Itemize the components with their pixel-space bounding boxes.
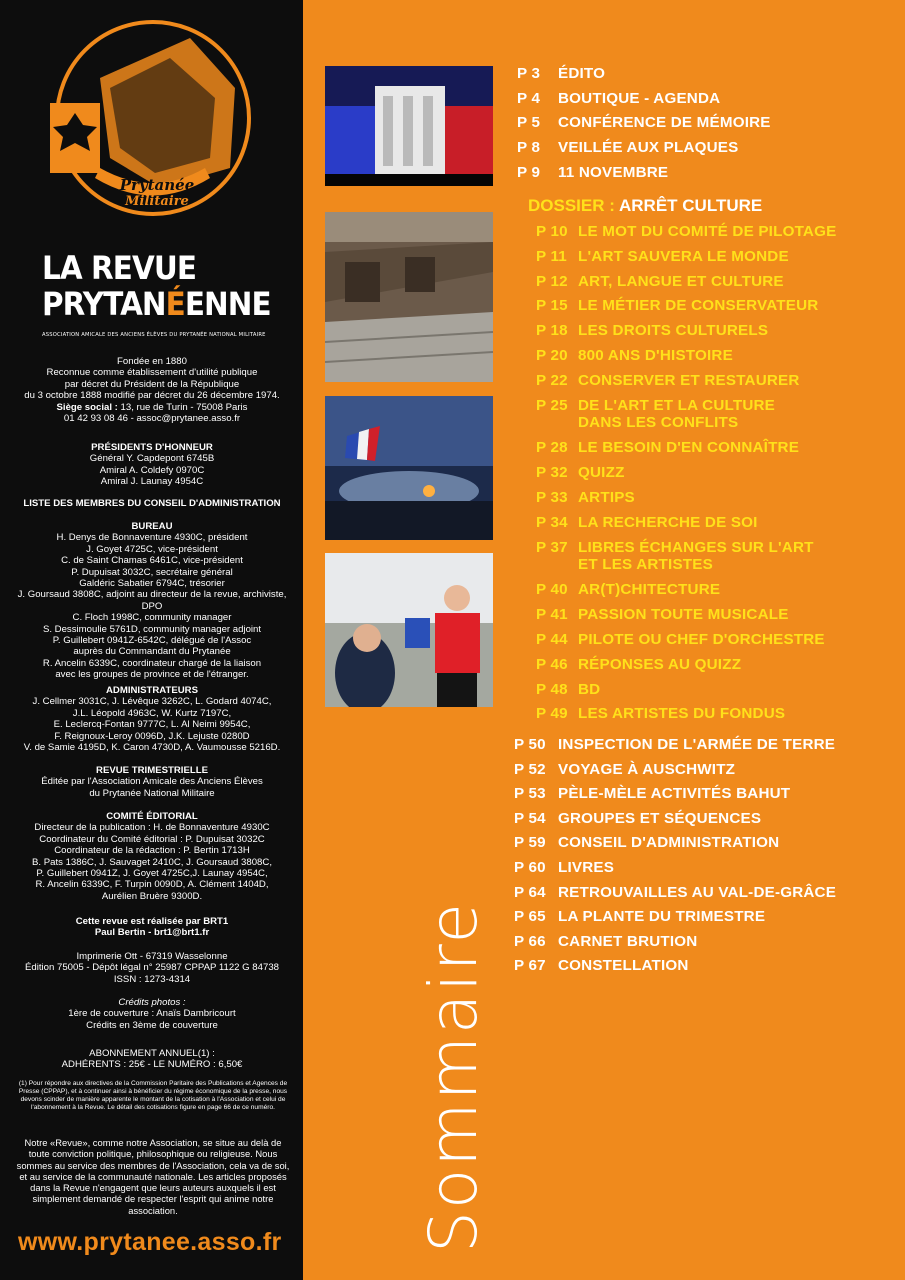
toc-entry[interactable] (514, 760, 736, 778)
toc-page-number: P 46 (536, 655, 568, 673)
toc-entry[interactable] (536, 297, 819, 315)
abonnement-section: ABONNEMENT ANNUEL(1) : ADHÉRENTS : 25€ - LE NUMÉRO : 6,50€ (61, 1048, 243, 1071)
toc-page-number: P 18 (536, 322, 568, 340)
toc-entry-title: LES DROITS CULTURELS (578, 322, 769, 340)
toc-entry[interactable] (514, 932, 698, 950)
toc-entry-title: BOUTIQUE - AGENDA (558, 89, 721, 107)
toc-entry-title: LES ARTISTES DU FONDUS (578, 705, 786, 723)
toc-entry[interactable] (536, 538, 814, 573)
toc-page-number: P 9 (517, 163, 541, 181)
toc-entry-title-line2: DANS LES CONFLITS (578, 413, 739, 431)
toc-page-number: P 60 (514, 859, 546, 876)
toc-entry-title: 800 ANS D'HISTOIRE (578, 347, 733, 364)
bureau-section: BUREAU H. Denys de Bonnaventure 4930C, président J. Goyet 4725C, vice-président C. de Saint Chamas 6461C, vice-président P. Dupuisat 3032C, secrétaire général Galdéric Sabatier 6794C, trésorier J. Goursaud 3808C, adjoint au directeur de la revue, archiviste, DPO C. Floch 1998C, community manager S. Dessimoulie 5761D, community manager adjoint P. Guillebert 0941Z-6542C, délégué de l'Assoc auprès du Commandant du Prytanée R. Ancelin 6339C, coordinateur chargé de la liaison avec les groupes de province et de l'étranger. (17, 521, 287, 681)
toc-page-number: P 50 (514, 736, 546, 753)
toc-entry-title: LIBRES ÉCHANGES SUR L'ART (578, 538, 814, 556)
toc-entry-title: CONFÉRENCE DE MÉMOIRE (558, 114, 771, 132)
toc-page-number: P 32 (536, 464, 568, 482)
toc-entry[interactable] (536, 581, 721, 599)
svg-text:Prytanée: Prytanée (119, 176, 195, 194)
toc-entry-title: VEILLÉE AUX PLAQUES (558, 139, 739, 157)
photo-handshake-event (325, 553, 493, 707)
toc-entry[interactable] (517, 114, 771, 132)
toc-entry[interactable] (536, 247, 789, 265)
toc-entry-title: LE MOT DU COMITÉ DE PILOTAGE (578, 223, 837, 240)
toc-entry[interactable] (514, 809, 762, 827)
presidents-section: PRÉSIDENTS D'HONNEUR Général Y. Capdepont 6745B Amiral A. Coldefy 0970C Amiral J. Launay 4954C (89, 442, 215, 488)
prytanee-militaire-logo (40, 18, 265, 223)
toc-page-number: P 49 (536, 705, 568, 723)
association-notice: Notre «Revue», comme notre Association, se situe au delà de toute conviction politique, philosophique ou religieuse. Nous sommes au service des membres de l'Association, cela va de soi, et au service de la communauté nationale. Les articles proposés dans la Revue n'engagent que leurs auteurs auxquels il est simplement demandé de respecter l'esprit qui anime notre association. (16, 1137, 290, 1216)
svg-text:Militaire: Militaire (125, 194, 189, 209)
toc-page-number: P 22 (536, 371, 568, 389)
left-column (0, 0, 303, 1280)
toc-page-number: P 41 (536, 606, 568, 624)
toc-page-number: P 11 (536, 247, 567, 265)
toc-entry-title: ART, LANGUE ET CULTURE (578, 272, 784, 290)
toc-page-number: P 8 (517, 139, 541, 157)
toc-entry[interactable] (517, 139, 739, 157)
toc-entry-title: LA RECHERCHE DE SOI (578, 513, 758, 531)
toc-page-number: P 37 (536, 538, 568, 556)
toc-page-number: P 34 (536, 513, 568, 531)
toc-entry[interactable] (536, 223, 837, 240)
toc-page-number: P 33 (536, 489, 568, 506)
toc-entry-title: VOYAGE À AUSCHWITZ (558, 760, 736, 778)
toc-entry-title: PASSION TOUTE MUSICALE (578, 606, 789, 624)
toc-entry-title: LE MÉTIER DE CONSERVATEUR (578, 297, 819, 315)
toc-entry-title: BD (578, 680, 601, 698)
toc-entry[interactable] (514, 883, 837, 901)
founding-info: Fondée en 1880 Reconnue comme établissement d'utilité publique par décret du Président de la République du 3 octobre 1888 modifié par décret du 26 décembre 1974. Siège social : 13, rue de Turin - 75008 Paris 01 42 93 08 46 - assoc@prytanee.asso.fr (24, 356, 280, 425)
toc-entry[interactable] (536, 655, 742, 673)
toc-entry[interactable] (536, 680, 601, 698)
toc-page-number: P 67 (514, 957, 546, 975)
toc-entry[interactable] (536, 347, 733, 364)
comite-section: COMITÉ ÉDITORIAL Directeur de la publication : H. de Bonnaventure 4930C Coordinateur du Comité éditorial : P. Dupuisat 3032C Coordinateur de la rédaction : P. Bertin 1713H B. Pats 1386C, J. Sauvaget 2410C, J. Goursaud 3808C, P. Guillebert 0941Z, J. Goyet 4725C,J. Launay 4954C, R. Ancelin 6339C, F. Turpin 0090D, A. Clément 1404D, Aurélien Bruère 9300D. (32, 811, 272, 902)
toc-entry[interactable] (536, 322, 769, 340)
toc-entry-title: GROUPES ET SÉQUENCES (558, 809, 762, 827)
toc-entry-title: CONSEIL D'ADMINISTRATION (558, 834, 780, 852)
toc-entry[interactable] (536, 464, 625, 482)
realisation-section: Cette revue est réalisée par BRT1 Paul Bertin - brt1@brt1.fr (75, 916, 229, 939)
toc-entry-title: CONSTELLATION (558, 957, 689, 975)
toc-entry[interactable] (536, 439, 800, 457)
toc-page-number: P 3 (517, 65, 541, 82)
toc-page-number: P 15 (536, 297, 568, 315)
toc-entry-title: DE L'ART ET LA CULTURE (578, 396, 775, 414)
toc-page-number: P 44 (536, 631, 568, 648)
toc-entry-title: LA PLANTE DU TRIMESTRE (558, 908, 766, 926)
toc-entry-title-line2: ET LES ARTISTES (578, 555, 713, 573)
toc-entry-title: L'ART SAUVERA LE MONDE (578, 247, 789, 265)
toc-entry-title: 11 NOVEMBRE (558, 163, 669, 181)
toc-entry-title: ÉDITO (558, 65, 606, 82)
toc-entry[interactable] (514, 785, 791, 803)
toc-entry[interactable] (514, 736, 836, 753)
brt1-logo: BRT1 (203, 916, 229, 927)
toc-page-number: P 28 (536, 439, 568, 457)
toc-entry[interactable] (536, 272, 784, 290)
admins-section: ADMINISTRATEURS J. Cellmer 3031C, J. Lévêque 3262C, L. Godard 4074C, J.L. Léopold 4963C, W. Kurtz 7197C, E. Leclercq-Fontan 9777C, L. Al Neimi 9954C, F. Reignoux-Leroy 0096D, J.K. Lejuste 0280D V. de Samie 4195D, K. Caron 4730D, A. Vaumousse 5216D. (23, 685, 281, 754)
toc-entry[interactable] (514, 834, 780, 852)
toc-page-number: P 64 (514, 883, 546, 901)
sommaire-heading: Sommaire (415, 901, 492, 1253)
toc-entry-title: CARNET BRUTION (558, 932, 698, 950)
toc-entry[interactable] (517, 89, 721, 107)
toc-page-number: P 59 (514, 834, 546, 852)
toc-entry-title: PÈLE-MÈLE ACTIVITÉS BAHUT (558, 785, 791, 803)
toc-entry[interactable] (536, 489, 635, 506)
toc-page-number: P 10 (536, 223, 568, 240)
toc-entry-title: PILOTE OU CHEF D'ORCHESTRE (578, 631, 825, 648)
credits-section: Crédits photos : 1ère de couverture : Anaïs Dambricourt Crédits en 3ème de couverture (68, 997, 236, 1031)
toc-entry[interactable] (517, 65, 606, 82)
photo-library-room (325, 212, 493, 382)
toc-page-number: P 40 (536, 581, 568, 599)
dossier-heading: DOSSIER : ARRÊT CULTURE (528, 196, 763, 215)
toc-entry[interactable] (536, 371, 800, 389)
toc-entry[interactable] (536, 606, 789, 624)
toc-entry-title: AR(T)CHITECTURE (578, 581, 721, 599)
toc-entry[interactable] (536, 705, 786, 723)
toc-page-number: P 4 (517, 89, 541, 107)
toc-entry-title: ARTIPS (578, 489, 635, 506)
toc-entry-title: CONSERVER ET RESTAURER (578, 371, 800, 389)
toc-page-number: P 25 (536, 396, 568, 414)
toc-entry-title: INSPECTION DE L'ARMÉE DE TERRE (558, 736, 836, 753)
toc-entry-title: LE BESOIN D'EN CONNAÎTRE (578, 439, 800, 457)
conseil-title: LISTE DES MEMBRES DU CONSEIL D'ADMINISTRATION (23, 498, 281, 509)
trimestrielle-section: REVUE TRIMESTRIELLE Éditée par l'Association Amicale des Anciens Élèves du Prytanée National Militaire (41, 765, 263, 799)
toc-page-number: P 12 (536, 272, 568, 290)
toc-entry[interactable] (514, 908, 766, 926)
toc-page-number: P 20 (536, 347, 568, 364)
toc-page-number: P 54 (514, 809, 546, 827)
toc-page-number: P 5 (517, 114, 541, 132)
revue-title: LA REVUE PRYTANÉENNE (42, 249, 271, 323)
toc-page-number: P 65 (514, 908, 546, 926)
toc-page-number: P 53 (514, 785, 546, 803)
toc-entry[interactable] (517, 163, 669, 181)
toc-entry-title: RÉPONSES AU QUIZZ (578, 655, 742, 673)
toc-entry[interactable] (536, 631, 825, 648)
toc-entry-title: RETROUVAILLES AU VAL-DE-GRÂCE (558, 883, 837, 901)
toc-entry[interactable] (514, 957, 689, 975)
toc-entry[interactable] (536, 396, 775, 431)
website-url[interactable]: www.prytanee.asso.fr (18, 1228, 282, 1256)
right-column (303, 0, 905, 1280)
toc-page-number: P 52 (514, 760, 546, 778)
imprimerie-section: Imprimerie Ott - 67319 Wasselonne Édition 75005 - Dépôt légal n° 25987 CPPAP 1122 G 84738 ISSN : 1273-4314 (25, 951, 279, 985)
toc-page-number: P 48 (536, 680, 568, 698)
photo-building-night (325, 66, 493, 186)
toc-entry[interactable] (536, 513, 758, 531)
photo-ceremony-flag (325, 396, 493, 540)
toc-entry[interactable] (514, 859, 615, 876)
toc-page-number: P 66 (514, 932, 546, 950)
cppap-footnote: (1) Pour répondre aux directives de la Commission Paritaire des Publications et Agences de Presse (CPPAP), et à continuer ainsi à bénéficier du régime économique de la presse, nous devons scinder de manière apparente le montant de la cotisation à l'Association et celui de l'abonnement à la Revue. Le détail des cotisations figure en page 66 de ce numéro. (18, 1080, 288, 1111)
toc-entry-title: LIVRES (558, 859, 615, 876)
revue-subtitle: ASSOCIATION AMICALE DES ANCIENS ÉLÈVES DU PRYTANÉE NATIONAL MILITAIRE (42, 332, 266, 338)
toc-entry-title: QUIZZ (578, 464, 625, 482)
